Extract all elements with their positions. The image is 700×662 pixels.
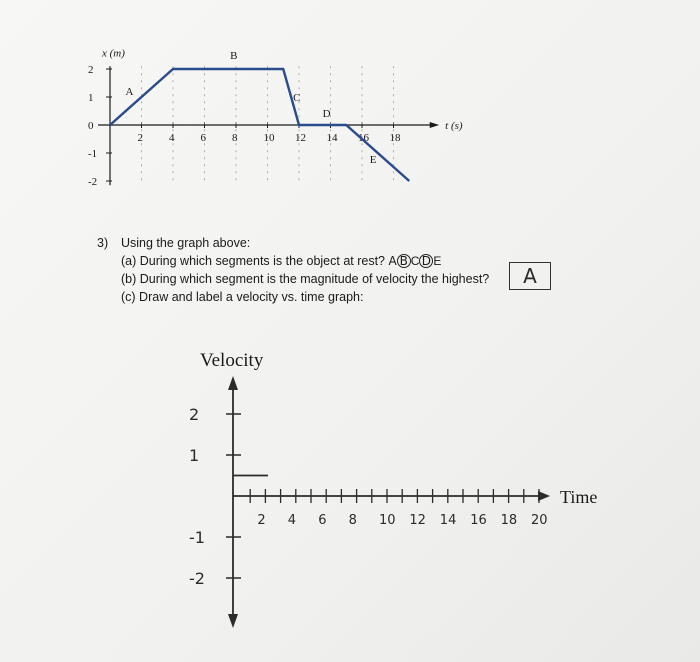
v-tick-label: 2 (189, 405, 200, 424)
y-tick-label: 0 (88, 120, 94, 132)
y-tick-label: -1 (88, 148, 98, 160)
question-number-label: 3) (97, 236, 109, 250)
question-a-text: (a) During which segments is the object at rest? (121, 254, 386, 268)
question-c: (c) Draw and label a velocity vs. time graph: (121, 290, 364, 304)
t-tick-label: 2 (257, 513, 266, 528)
t-axis-label: Time (560, 487, 598, 507)
segment-label: A (125, 86, 134, 98)
x-tick-label: 8 (232, 132, 238, 144)
answer-c: C (410, 254, 420, 268)
t-tick-label: 12 (409, 513, 426, 528)
x-tick-label: 6 (200, 132, 206, 144)
answer-a-first: A (388, 254, 397, 268)
velocity-title: Velocity (200, 350, 264, 371)
t-tick-label: 10 (379, 513, 396, 528)
question-intro: Using the graph above: (121, 236, 251, 250)
x-tick-label: 18 (389, 132, 401, 144)
x-tick-label: 4 (169, 132, 175, 144)
segment-label: D (322, 108, 331, 120)
t-tick-label: 4 (287, 513, 297, 528)
x-tick-label: 12 (295, 132, 306, 144)
segment-label: E (369, 154, 377, 166)
v-tick-label: 1 (189, 446, 200, 465)
t-tick-label: 20 (531, 513, 548, 528)
answer-e: E (433, 254, 442, 268)
x-tick-label: 16 (358, 132, 369, 144)
segment-label: C (293, 92, 301, 104)
t-tick-label: 14 (439, 513, 457, 528)
x-tick-label: 2 (137, 132, 143, 144)
v-axis-down-arrow (228, 614, 238, 628)
question-b-text: (b) During which segment is the magnitude of velocity the highest? (121, 272, 490, 286)
t-tick-label: 8 (348, 513, 357, 528)
y-axis-label: x (m) (102, 47, 125, 60)
t-tick-label: 6 (318, 513, 327, 528)
answer-circle-d: D (419, 254, 433, 268)
answer-circle-b: B (397, 254, 411, 268)
x-axis-label: t (s) (445, 120, 463, 132)
y-tick-label: 2 (88, 64, 94, 76)
t-axis-arrow (538, 491, 550, 501)
x-tick-label: 14 (326, 132, 338, 144)
t-tick-label: 16 (470, 513, 487, 528)
segment-label: B (230, 50, 238, 62)
v-tick-label: -1 (189, 528, 205, 547)
y-tick-label: -2 (88, 176, 98, 188)
x-tick-label: 10 (263, 132, 275, 144)
answer-b-box: A (509, 262, 551, 290)
v-axis-up-arrow (228, 376, 238, 390)
y-tick-label: 1 (88, 92, 94, 104)
v-tick-label: -2 (189, 569, 205, 588)
t-tick-label: 18 (500, 513, 518, 528)
